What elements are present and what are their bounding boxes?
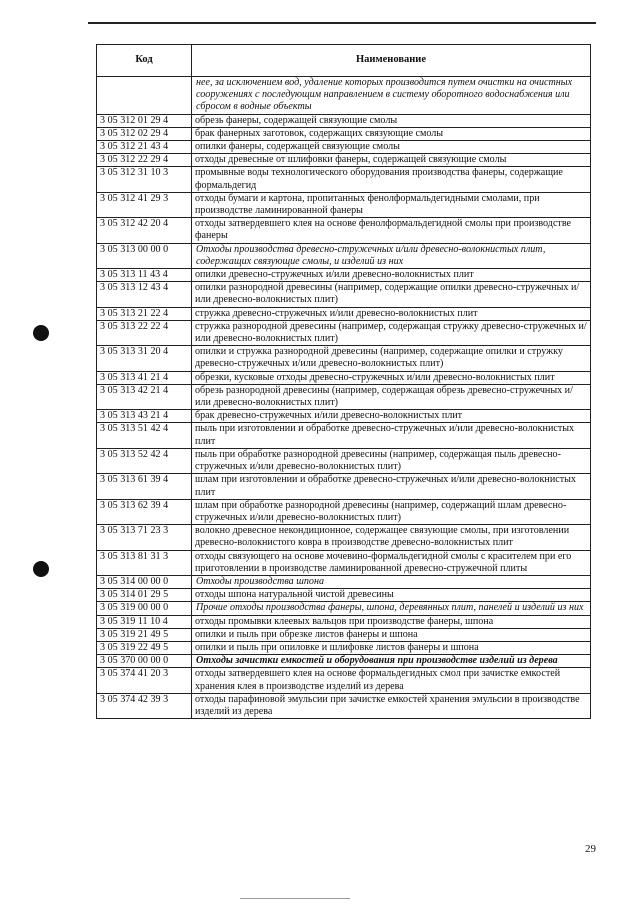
table-row (97, 371, 591, 384)
table-row (97, 127, 591, 140)
waste-name: отходы затвердевшего клея на основе формальдегидных смол при зачистке емкостей хранения клея в производстве изделий из дерева (192, 668, 591, 693)
top-rule (88, 22, 596, 24)
table-row (97, 448, 591, 473)
table-row (97, 615, 591, 628)
table-row (97, 307, 591, 320)
table-row (97, 474, 591, 499)
waste-code: 3 05 312 22 29 4 (97, 154, 192, 167)
waste-name: опилки и пыль при опиловке и шлифовке листов фанеры и шпона (192, 641, 591, 654)
table-row (97, 346, 591, 371)
waste-name: отходы связующего на основе мочевино-формальдегидной смолы с красителем при его приготовлении в производстве ламинированной древесно-стружечной плиты (192, 550, 591, 575)
table-row (97, 410, 591, 423)
punch-hole-top (33, 325, 49, 341)
header-name: Наименование (192, 45, 591, 77)
waste-code: 3 05 319 22 49 5 (97, 641, 192, 654)
waste-code: 3 05 313 51 42 4 (97, 423, 192, 448)
table-row (97, 525, 591, 550)
table-header (97, 45, 591, 77)
table-row (97, 641, 591, 654)
table-row (97, 282, 591, 307)
page-number: 29 (585, 843, 596, 855)
waste-code: 3 05 312 42 20 4 (97, 218, 192, 243)
table-row (97, 655, 591, 668)
waste-code: 3 05 374 41 20 3 (97, 668, 192, 693)
waste-name: шлам при обработке разнородной древесины (например, содержащий шлам древесно-стружечных и/или древесно-волокнистых плит) (192, 499, 591, 524)
waste-code: 3 05 312 41 29 3 (97, 192, 192, 217)
table-row (97, 192, 591, 217)
waste-name: пыль при обработке разнородной древесины (например, содержащая пыль древесно-стружечных и/или древесно-волокнистых плит) (192, 448, 591, 473)
waste-name: Отходы зачистки емкостей и оборудования при производстве изделий из дерева (192, 655, 591, 668)
waste-code: 3 05 313 71 23 3 (97, 525, 192, 550)
waste-code: 3 05 313 31 20 4 (97, 346, 192, 371)
waste-code: 3 05 319 21 49 5 (97, 628, 192, 641)
waste-name: Отходы производства древесно-стружечных и/или древесно-волокнистых плит, содержащих связующие смолы, и изделий из них (192, 243, 591, 268)
waste-name: шлам при изготовлении и обработке древесно-стружечных и/или древесно-волокнистых плит (192, 474, 591, 499)
continuation-row (97, 77, 591, 115)
waste-code: 3 05 312 31 10 3 (97, 167, 192, 192)
waste-code: 3 05 313 62 39 4 (97, 499, 192, 524)
continuation-code-cell (97, 77, 192, 115)
table-row (97, 141, 591, 154)
waste-code: 3 05 319 00 00 0 (97, 602, 192, 615)
waste-name: обрезки, кусковые отходы древесно-стружечных и/или древесно-волокнистых плит (192, 371, 591, 384)
table-row (97, 550, 591, 575)
table-row (97, 167, 591, 192)
waste-code: 3 05 313 12 43 4 (97, 282, 192, 307)
table-row (97, 693, 591, 718)
waste-code: 3 05 314 00 00 0 (97, 575, 192, 588)
header-code: Код (97, 45, 192, 77)
waste-code: 3 05 313 41 21 4 (97, 371, 192, 384)
waste-name: отходы шпона натуральной чистой древесины (192, 589, 591, 602)
waste-name: опилки фанеры, содержащей связующие смолы (192, 141, 591, 154)
waste-name: обрезь фанеры, содержащей связующие смолы (192, 114, 591, 127)
waste-code: 3 05 319 11 10 4 (97, 615, 192, 628)
table-row (97, 575, 591, 588)
waste-name: пыль при изготовлении и обработке древесно-стружечных и/или древесно-волокнистых плит (192, 423, 591, 448)
waste-name: брак фанерных заготовок, содержащих связующие смолы (192, 127, 591, 140)
waste-name: стружка разнородной древесины (например, содержащая стружку древесно-стружечных и/или древесно-волокнистых плит) (192, 320, 591, 345)
waste-code: 3 05 313 21 22 4 (97, 307, 192, 320)
continuation-text: нее, за исключением вод, удаление которых производится путем очистки на очистных сооружениях с последующим направлением в систему оборотного водоснабжения или сбросом в водные объекты (192, 77, 591, 115)
table-row (97, 154, 591, 167)
waste-code: 3 05 313 11 43 4 (97, 269, 192, 282)
waste-name: опилки и пыль при обрезке листов фанеры и шпона (192, 628, 591, 641)
waste-code: 3 05 312 02 29 4 (97, 127, 192, 140)
punch-hole-bottom (33, 561, 49, 577)
waste-code: 3 05 312 21 43 4 (97, 141, 192, 154)
waste-name: промывные воды технологического оборудования производства фанеры, содержащие формальдегид (192, 167, 591, 192)
waste-code-table (96, 44, 591, 719)
waste-code: 3 05 313 61 39 4 (97, 474, 192, 499)
bottom-rule (240, 898, 350, 899)
waste-name: отходы бумаги и картона, пропитанных фенолформальдегидными смолами, при производстве ламинированной фанеры (192, 192, 591, 217)
waste-name: опилки и стружка разнородной древесины (например, содержащие опилки и стружку древесно-стружечных и/или древесно-волокнистых плит) (192, 346, 591, 371)
waste-name: отходы парафиновой эмульсии при зачистке емкостей хранения эмульсии в производстве изделий из дерева (192, 693, 591, 718)
table-row (97, 423, 591, 448)
waste-code: 3 05 313 81 31 3 (97, 550, 192, 575)
waste-code: 3 05 314 01 29 5 (97, 589, 192, 602)
waste-code: 3 05 312 01 29 4 (97, 114, 192, 127)
waste-name: опилки разнородной древесины (например, содержащие опилки древесно-стружечных и/или древесно-волокнистых плит) (192, 282, 591, 307)
waste-name: опилки древесно-стружечных и/или древесно-волокнистых плит (192, 269, 591, 282)
waste-code: 3 05 374 42 39 3 (97, 693, 192, 718)
waste-name: Отходы производства шпона (192, 575, 591, 588)
waste-code: 3 05 313 52 42 4 (97, 448, 192, 473)
waste-name: обрезь разнородной древесины (например, содержащая обрезь древесно-стружечных и/или древесно-волокнистых плит) (192, 384, 591, 409)
table-row (97, 114, 591, 127)
table-row (97, 602, 591, 615)
waste-name: волокно древесное некондиционное, содержащее связующие смолы, при изготовлении древесно-волокнистого ковра в производстве древесно-волокнистых плит (192, 525, 591, 550)
waste-name: брак древесно-стружечных и/или древесно-волокнистых плит (192, 410, 591, 423)
table-row (97, 218, 591, 243)
waste-name: Прочие отходы производства фанеры, шпона, деревянных плит, панелей и изделий из них (192, 602, 591, 615)
waste-name: отходы затвердевшего клея на основе фенолформальдегидной смолы при производстве фанеры (192, 218, 591, 243)
waste-code: 3 05 370 00 00 0 (97, 655, 192, 668)
waste-name: стружка древесно-стружечных и/или древесно-волокнистых плит (192, 307, 591, 320)
table-row (97, 628, 591, 641)
waste-name: отходы древесные от шлифовки фанеры, содержащей связующие смолы (192, 154, 591, 167)
waste-code: 3 05 313 22 22 4 (97, 320, 192, 345)
waste-code: 3 05 313 00 00 0 (97, 243, 192, 268)
waste-name: отходы промывки клеевых вальцов при производстве фанеры, шпона (192, 615, 591, 628)
table-row (97, 668, 591, 693)
waste-code: 3 05 313 42 21 4 (97, 384, 192, 409)
table-row (97, 243, 591, 268)
table-row (97, 269, 591, 282)
table-row (97, 384, 591, 409)
waste-code: 3 05 313 43 21 4 (97, 410, 192, 423)
table-row (97, 320, 591, 345)
table-row (97, 499, 591, 524)
table-row (97, 589, 591, 602)
